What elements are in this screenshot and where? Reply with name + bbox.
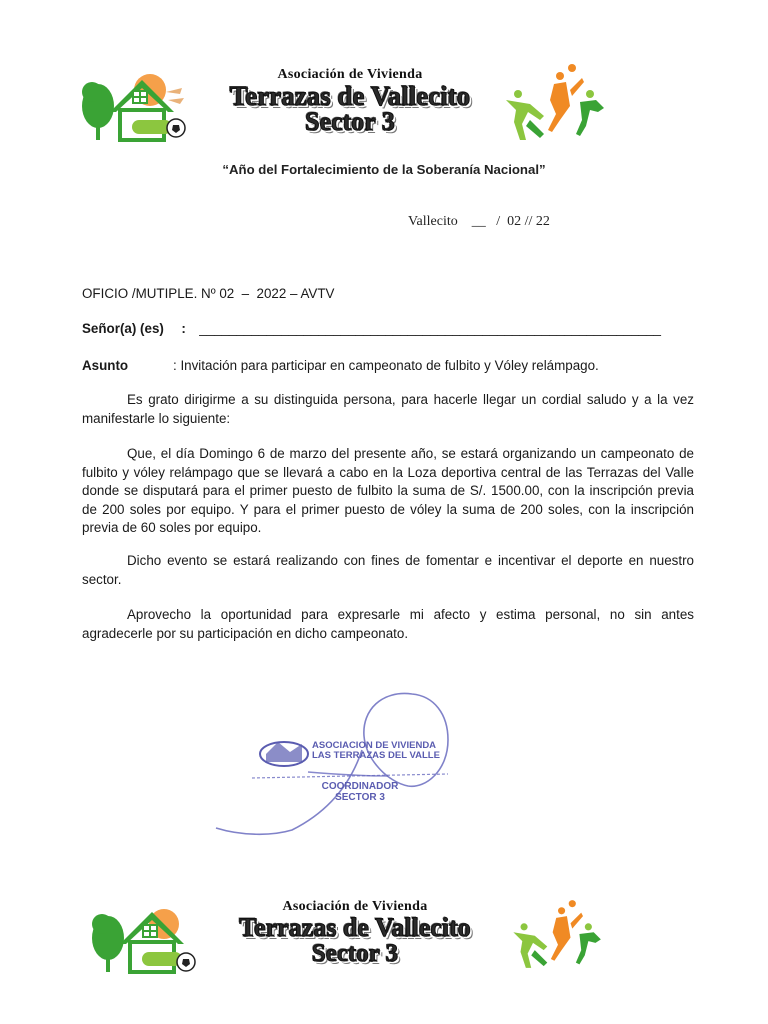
body-paragraph-1: Es grato dirigirme a su distinguida persona, para hacerle llegar un cordial saludo y a la vez manifestarle lo siguiente:: [82, 392, 694, 426]
body-paragraph-4: Aprovecho la oportunidad para expresarle mi afecto y estima personal, no sin antes agradecerle por su participación en dicho campeonato.: [82, 607, 694, 641]
org-line3: Sector 3: [305, 107, 395, 136]
subject-label: Asunto: [82, 358, 129, 373]
date-line: Vallecito __ / 02 // 22: [408, 214, 550, 229]
org-line1: Asociación de Vivienda: [277, 67, 423, 82]
stamp-signature: [212, 690, 472, 840]
stamp-line1: ASOCIACION DE VIVIENDA: [312, 740, 437, 751]
stamp-org: [312, 741, 440, 761]
sports-figures-icon: [508, 892, 608, 976]
stamp-line3: COORDINADOR: [321, 781, 399, 792]
org-name: [210, 899, 500, 967]
stamp-line4: SECTOR 3: [335, 792, 385, 803]
subject-text: : Invitación para participar en campeonato de fulbito y Vóley relámpago.: [173, 358, 599, 373]
house-tree-icon: [80, 72, 198, 144]
house-tree-icon: [90, 904, 208, 976]
recipient-label: Señor(a) (es): [82, 321, 164, 336]
body-paragraph-2: Que, el día Domingo 6 de marzo del presente año, se estará organizando un campeonato de fulbito y vóley relámpago que se llevará a cabo en la Loza deportiva central de las Terrazas del Valle donde se disputará para el primer puesto de fulbito la suma de S/. 1500.00, con la inscripción previa de 200 soles por equipo. Y para el primer puesto de vóley la suma de 200 soles, con la inscripción previa de 60 soles por equipo.: [82, 446, 694, 535]
org-line2: Terrazas de Vallecito: [229, 81, 471, 111]
org-line2: Terrazas de Vallecito: [239, 913, 471, 942]
oficio-number: OFICIO /MUTIPLE. Nº 02 – 2022 – AVTV: [82, 286, 335, 301]
motto: “Año del Fortalecimiento de la Soberanía Nacional”: [222, 162, 546, 177]
recipient-blank-line: ______________________________________________________________: [199, 321, 661, 336]
org-line1: Asociación de Vivienda: [282, 899, 428, 914]
recipient-row: [82, 320, 694, 339]
org-name: [200, 67, 500, 135]
stamp-line2: LAS TERRAZAS DEL VALLE: [312, 750, 440, 761]
subject-row: [82, 357, 694, 376]
stamp-role: [300, 781, 420, 803]
sports-figures-icon: [500, 60, 612, 144]
body-paragraph-3: Dicho evento se estará realizando con fines de fomentar e incentivar el deporte en nuestro sector.: [82, 553, 694, 587]
recipient-colon: :: [181, 321, 186, 336]
org-line3: Sector 3: [311, 940, 399, 967]
